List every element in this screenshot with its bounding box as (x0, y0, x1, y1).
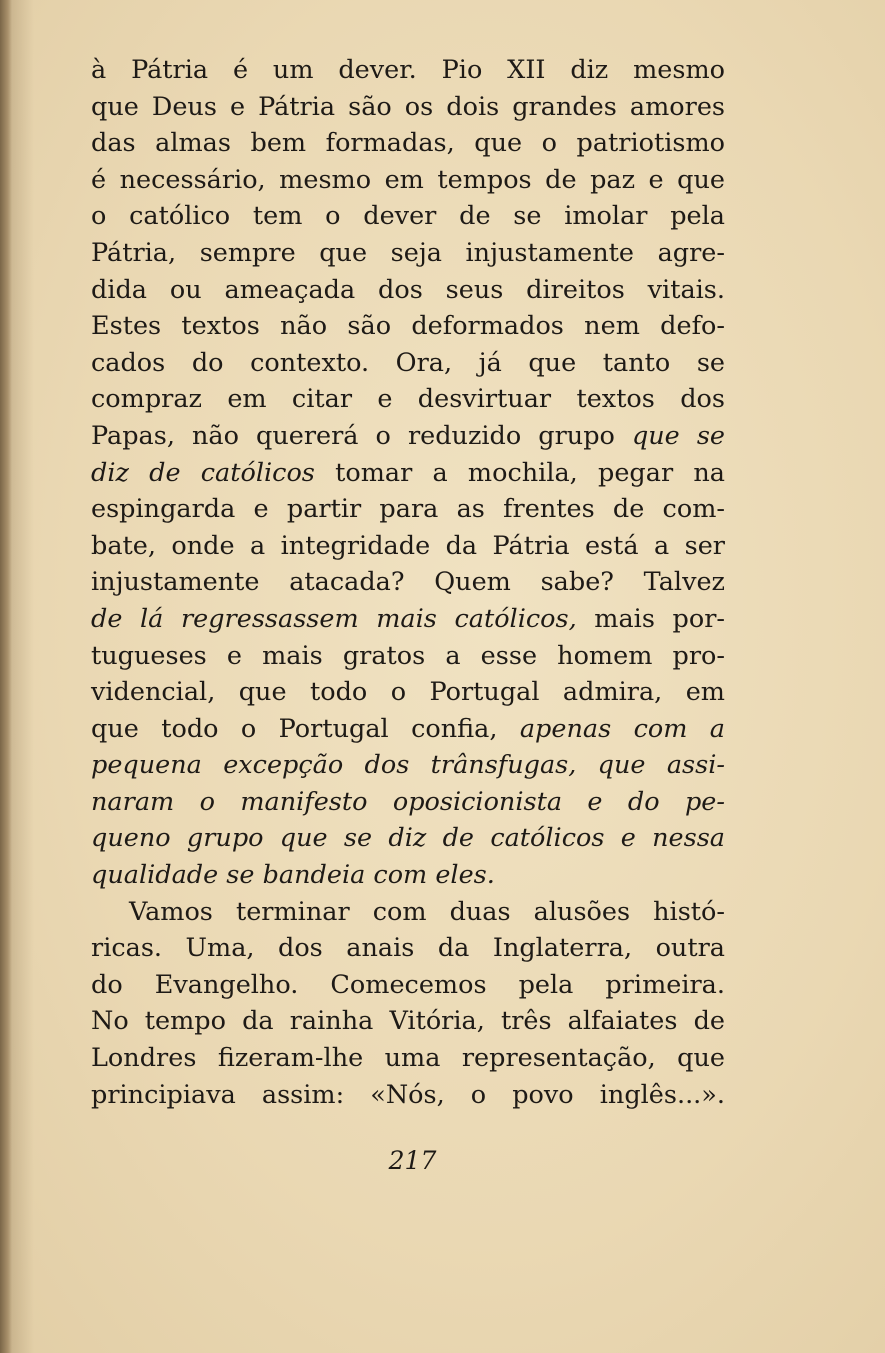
text-line (91, 1003, 725, 1040)
italic-text: qualidade se bandeia com eles. (91, 860, 495, 891)
text-segment: que todo o Portugal confia, (91, 713, 520, 744)
text-segment: espingarda e partir para as frentes de com- (91, 494, 725, 525)
text-line (91, 711, 725, 748)
text-line (91, 857, 725, 894)
text-line (91, 491, 725, 528)
text-line (91, 747, 725, 784)
italic-text: que se (631, 420, 725, 451)
text-segment: mais por- (576, 603, 725, 634)
text-line (91, 967, 725, 1004)
paragraph (91, 894, 725, 1114)
text-line (91, 418, 725, 455)
page-number: 217 (388, 1146, 437, 1175)
text-line (91, 894, 725, 931)
italic-text: apenas com a (519, 713, 726, 744)
italic-text: de lá regressassem mais católicos, (91, 603, 577, 634)
italic-text: queno grupo que se diz de católicos e nessa (91, 823, 725, 854)
text-segment: bate, onde a integridade da Pátria está a ser (91, 530, 725, 561)
text-segment: o católico tem o dever de se imolar pela (91, 201, 725, 232)
text-line (91, 1077, 725, 1114)
italic-text: diz de católicos (91, 457, 315, 488)
text-line (91, 455, 725, 492)
text-line (91, 125, 725, 162)
text-line (91, 162, 725, 199)
paragraph (91, 52, 725, 894)
text-line (91, 674, 725, 711)
text-line (91, 601, 725, 638)
text-line (91, 345, 725, 382)
text-segment: cados do contexto. Ora, já que tanto se (91, 347, 725, 378)
text-segment: tugueses e mais gratos a esse homem pro- (91, 640, 725, 671)
text-segment: videncial, que todo o Portugal admira, em (91, 677, 725, 708)
text-segment: compraz em citar e desvirtuar textos dos (91, 384, 725, 415)
text-line (91, 930, 725, 967)
text-segment: Pátria, sempre que seja injustamente agre- (91, 237, 725, 268)
text-line (91, 1040, 725, 1077)
text-segment: principiava assim: «Nós, o povo inglês...». (91, 1079, 725, 1110)
text-line (91, 308, 725, 345)
italic-text: pequena excepção dos trânsfugas, que assi- (91, 750, 725, 781)
text-line (91, 820, 725, 857)
text-line (91, 784, 725, 821)
text-line (91, 89, 725, 126)
text-segment: ricas. Uma, dos anais da Inglaterra, outra (91, 933, 725, 964)
text-line (91, 638, 725, 675)
text-line (91, 235, 725, 272)
text-line (91, 381, 725, 418)
text-line (91, 564, 725, 601)
text-segment: tomar a mochila, pegar na (314, 457, 725, 488)
text-segment: Papas, não quererá o reduzido grupo (91, 420, 632, 451)
body-text (91, 52, 725, 1113)
text-segment: Estes textos não são deformados nem defo- (91, 311, 725, 342)
text-segment: injustamente atacada? Quem sabe? Talvez (91, 567, 725, 598)
text-segment: é necessário, mesmo em tempos de paz e que (91, 164, 725, 195)
text-line (91, 198, 725, 235)
text-line (91, 272, 725, 309)
italic-text: naram o manifesto oposicionista e do pe- (91, 786, 725, 817)
text-line (91, 52, 725, 89)
text-segment: Londres fizeram-lhe uma representação, que (91, 1043, 725, 1074)
text-segment: Vamos terminar com duas alusões histó- (129, 896, 725, 927)
text-segment: que Deus e Pátria são os dois grandes amores (91, 91, 725, 122)
text-segment: das almas bem formadas, que o patriotismo (91, 128, 725, 159)
text-segment: do Evangelho. Comecemos pela primeira. (91, 969, 725, 1000)
text-line (91, 528, 725, 565)
text-segment: No tempo da rainha Vitória, três alfaiates de (91, 1006, 725, 1037)
text-segment: dida ou ameaçada dos seus direitos vitais. (91, 274, 725, 305)
text-segment: à Pátria é um dever. Pio XII diz mesmo (91, 55, 725, 85)
